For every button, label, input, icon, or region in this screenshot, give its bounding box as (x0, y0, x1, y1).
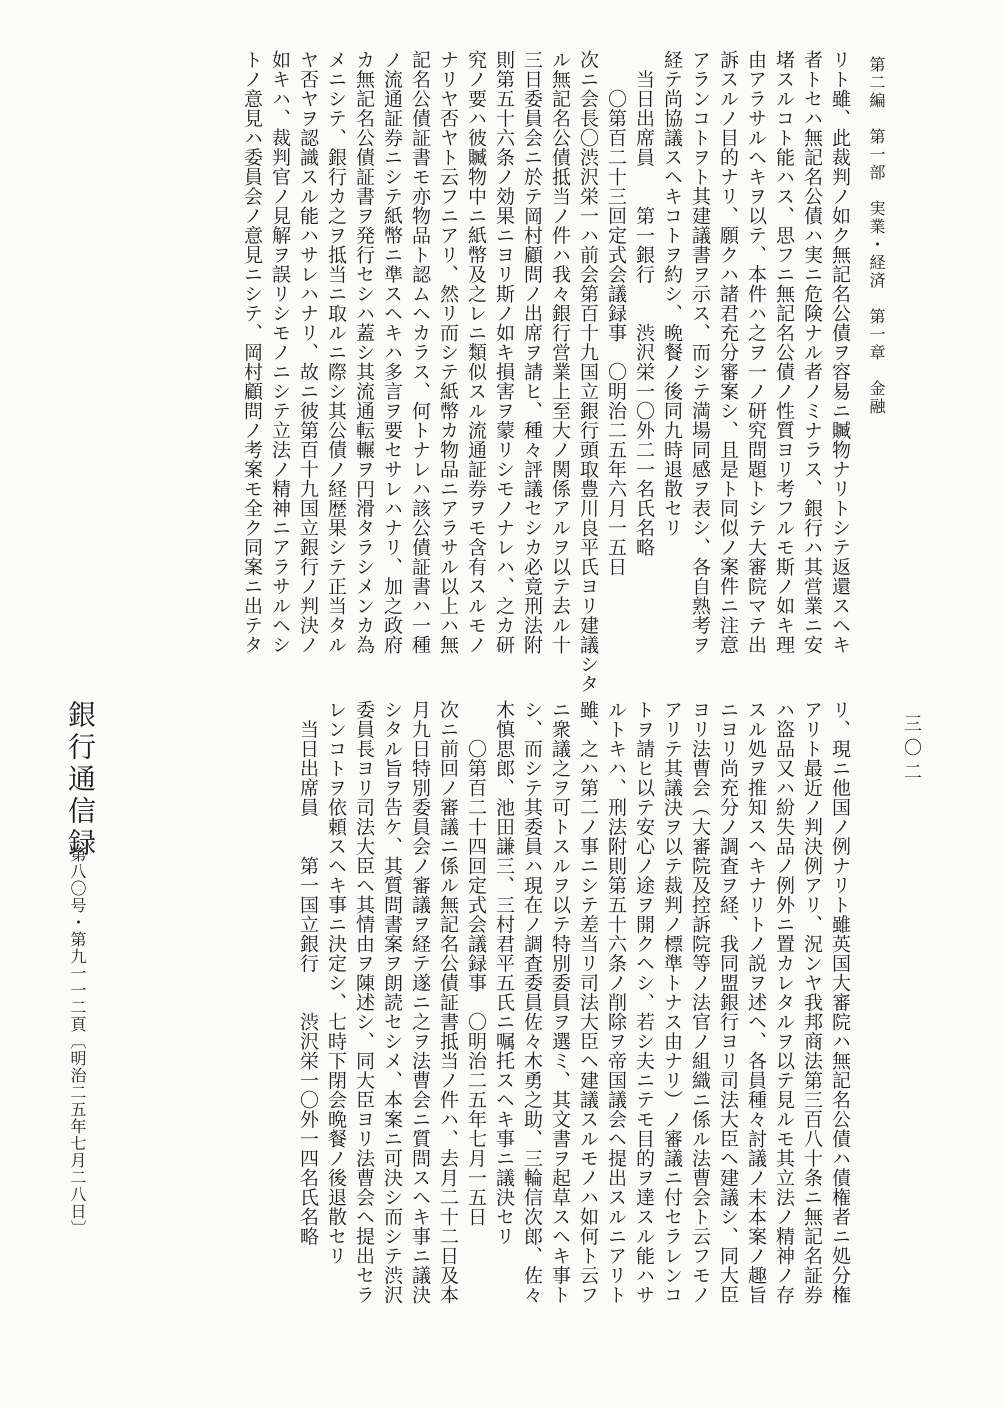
text-line: 堵スルコト能ハス、思フニ無記名公債ノ性質ヨリ考フルモ斯ノ如キ理 (773, 50, 795, 655)
text-line: アリト最近ノ判決例アリ、況ンヤ我邦商法第三百八十条ニ無記名証券 (801, 700, 823, 1305)
text-line: メニシテ、銀行カ之ヲ抵当ニ取ルニ際シ其公債ノ経歴果シテ正当タル (325, 50, 347, 655)
text-line: トノ意見ハ委員会ノ意見ニシテ、岡村顧問ノ考案モ全ク同案ニ出テタ (241, 50, 263, 655)
text-line: ハ盗品又ハ紛失品ノ例外ニ置カレタルヲ以テ見ルモ其立法ノ精神ノ存 (773, 700, 795, 1305)
text-line: レンコトヲ依頼スヘキ事ニ決定シ、七時下閉会晩餐ノ後退散セリ (325, 700, 347, 1266)
text-line: 則第五十六条ノ効果ニヨリ斯ノ如キ損害ヲ蒙リシモノナレハ、之カ研 (493, 50, 515, 655)
text-line: リト雖、此裁判ノ如ク無記名公債ヲ容易ニ贓物ナリトシテ返還スヘキ (829, 50, 851, 655)
text-line: 雖、之ハ第二ノ事ニシテ差当リ司法大臣ヘ建議スルモノハ如何ト云フ (577, 700, 599, 1305)
source-title: 銀行通信録 (64, 700, 97, 860)
top-text-block (74, 50, 854, 694)
text-line: ニヨリ尚充分ノ調査ヲ経、我同盟銀行ヨリ司法大臣ヘ建議シ、同大臣 (717, 700, 739, 1305)
text-line: 者トセハ無記名公債ハ実ニ危険ナル者ノミナラス、銀行ハ其営業ニ安 (801, 50, 823, 655)
text-line: ル無記名公債抵当ノ件ハ我々銀行営業上至大ノ関係アルヲ以テ去ル十 (549, 50, 571, 655)
text-line: ヤ否ヤヲ認識スル能ハサレハナリ、故ニ彼第百十九国立銀行ノ判決ノ (297, 50, 319, 655)
text-line: 訴スルノ目的ナリ、願クハ諸君充分審案シ、且是ト同似ノ案件ニ注意 (717, 50, 739, 655)
text-line: ニ衆議之ヲ可トスルヲ以テ特別委員ヲ選ミ、其文書ヲ起草スヘキ事ト (549, 700, 571, 1305)
bottom-text-block (134, 700, 854, 1305)
text-line: スル処ヲ推知スヘキナリトノ説ヲ述ヘ、各員種々討議ノ末本案ノ趣旨 (745, 700, 767, 1305)
text-line: ノ流通証券ニシテ紙幣ニ準スヘキハ多言ヲ要セサレハナリ、加之政府 (381, 50, 403, 655)
text-line: 記名公債証書モ亦物品ト認ムヘカラス、何トナレハ該公債証書ハ一種 (409, 50, 431, 655)
text-line: 三日委員会ニ於テ岡村顧問ノ出席ヲ請ヒ、種々評議セシカ必竟刑法附 (521, 50, 543, 655)
text-line: 由アラサルヘキヲ以テ、本件ハ之ヲ一ノ研究問題トシテ大審院マテ出 (745, 50, 767, 655)
text-line: 次ニ会長〇渋沢栄一ハ前会第百十九国立銀行頭取豊川良平氏ヨリ建議シタ (577, 50, 599, 694)
text-line: シタル旨ヲ告ケ、其質問書案ヲ朗読セシメ、本案ニ可決シ而シテ渋沢 (381, 700, 403, 1305)
text-line: アランコトヲト其建議書ヲ示ス、而シテ満場同感ヲ表シ、各自熟考ヲ (689, 50, 711, 655)
attendance-line: 当日出席員 第一銀行 渋沢栄一〇外二一名氏名略 (633, 50, 655, 557)
text-line: 次ニ前回ノ審議ニ係ル無記名公債証書抵当ノ件ハ、去月二十二日及本 (437, 700, 459, 1305)
text-line: ヨリ法曹会（大審院及控訴院等ノ法官ノ組織ニ係ル法曹会ト云フモノ (689, 700, 711, 1305)
text-line: 究ノ要ハ彼贓物中ニ紙幣及之レニ類似スル流通証券ヲモ含有スルモノ (465, 50, 487, 655)
text-line: ナリヤ否ヤト云フニアリ、然リ而シテ紙幣カ物品ニアラサル以上ハ無 (437, 50, 459, 655)
text-line: ルトキハ、刑法附則第五十六条ノ削除ヲ帝国議会ヘ提出スルニアリト (605, 700, 627, 1305)
text-line: カ無記名公債証書ヲ発行セシハ蓋シ其流通転輾ヲ円滑タラシメンカ為 (353, 50, 375, 655)
attendance-line: 当日出席員 第一国立銀行 渋沢栄一〇外一四名氏名略 (297, 700, 319, 1246)
text-line: 木慎思郎、池田謙三、三村君平五氏ニ嘱托スヘキ事ニ議決セリ (493, 700, 515, 1246)
source-citation: 第八〇号・第九一一二頁〔明治二五年七月二八日〕 (68, 846, 87, 1237)
text-line: リ、現ニ他国ノ例ナリト雖英国大審院ハ無記名公債ハ債権者ニ処分権 (829, 700, 851, 1305)
text-line: 経テ尚協議スヘキコトヲ約シ、晩餐ノ後同九時退散セリ (661, 50, 683, 538)
text-line: シ、而シテ其委員ハ現在ノ調査委員佐々木勇之助、三輪信次郎、佐々 (521, 700, 543, 1305)
page-number: 三〇二 (901, 714, 922, 786)
text-line: アリテ其議決ヲ以テ裁判ノ標準トナス由ナリ）ノ審議ニ付セラレンコ (661, 700, 683, 1305)
section-heading: 〇第百二十三回定式会議録事 〇明治二五年六月一五日 (605, 50, 627, 577)
section-heading: 〇第百二十四回定式会議録事 〇明治二五年七月一五日 (465, 700, 487, 1227)
text-line: トヲ請ヒ以テ安心ノ途ヲ開クヘシ、若シ夫ニテモ目的ヲ達スル能ハサ (633, 700, 655, 1305)
text-line: 如キハ、裁判官ノ見解ヲ誤リシモノニシテ立法ノ精神ニアラサルヘシ (269, 50, 291, 655)
running-head: 第二編 第一部 実業・経済 第一章 金融 (867, 56, 886, 416)
text-line: 委員長ヨリ司法大臣ヘ其情由ヲ陳述シ、同大臣ヨリ法曹会ヘ提出セラ (353, 700, 375, 1305)
text-line: 月九日特別委員会ノ審議ヲ経テ遂ニ之ヲ法曹会ニ質問スヘキ事ニ議決 (409, 700, 431, 1305)
